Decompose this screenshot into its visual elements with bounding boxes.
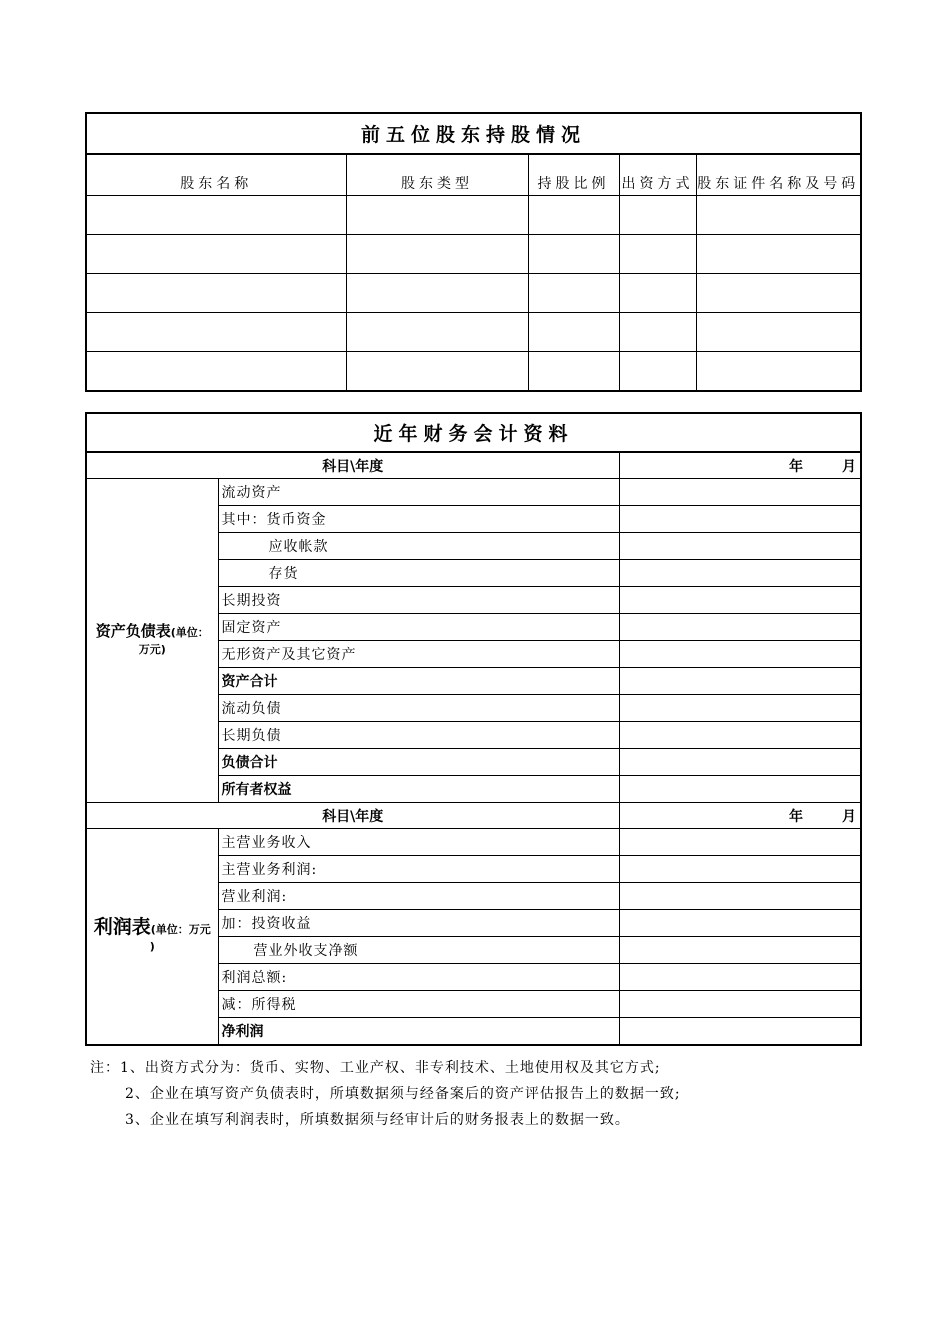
- subject-year-header-2: 科目\年度: [86, 803, 619, 829]
- table-row: [86, 235, 861, 274]
- shareholders-title: 前五位股东持股情况: [86, 113, 861, 154]
- shareholder-type-cell[interactable]: [346, 274, 528, 313]
- balance-sheet-label: [86, 479, 218, 803]
- id-document-cell[interactable]: [696, 352, 861, 392]
- value-cell[interactable]: [619, 641, 861, 668]
- value-cell[interactable]: [619, 829, 861, 856]
- item-label: 所有者权益: [218, 776, 619, 803]
- note-3: 3、企业在填写利润表时，所填数据须与经审计后的财务报表上的数据一致。: [125, 1112, 630, 1128]
- balance-sheet-unit: (单位：: [170, 626, 209, 639]
- shareholder-name-cell[interactable]: [86, 235, 346, 274]
- value-cell[interactable]: [619, 910, 861, 937]
- item-label: 无形资产及其它资产: [218, 641, 619, 668]
- share-ratio-cell[interactable]: [528, 313, 619, 352]
- balance-sheet-unit-2: 万元): [138, 643, 166, 656]
- finance-table: [85, 412, 862, 1046]
- contribution-method-cell[interactable]: [619, 274, 696, 313]
- table-row: [86, 196, 861, 235]
- item-label: 营业外收支净额: [218, 937, 619, 964]
- notes: [90, 1055, 681, 1133]
- value-cell[interactable]: [619, 479, 861, 506]
- contribution-method-cell[interactable]: [619, 196, 696, 235]
- shareholder-name-cell[interactable]: [86, 313, 346, 352]
- item-label: 流动资产: [218, 479, 619, 506]
- value-cell[interactable]: [619, 695, 861, 722]
- item-label: 存货: [218, 560, 619, 587]
- shareholder-type-cell[interactable]: [346, 235, 528, 274]
- item-label: 流动负债: [218, 695, 619, 722]
- item-label: 应收帐款: [218, 533, 619, 560]
- value-cell[interactable]: [619, 506, 861, 533]
- value-cell[interactable]: [619, 560, 861, 587]
- value-cell[interactable]: [619, 883, 861, 910]
- item-label: 其中：货币资金: [218, 506, 619, 533]
- subject-year-header: 科目\年度: [86, 452, 619, 479]
- value-cell[interactable]: [619, 749, 861, 776]
- contribution-method-cell[interactable]: [619, 313, 696, 352]
- contribution-method-cell[interactable]: [619, 235, 696, 274]
- value-cell[interactable]: [619, 964, 861, 991]
- item-label: 资产合计: [218, 668, 619, 695]
- value-cell[interactable]: [619, 937, 861, 964]
- table-row: [86, 274, 861, 313]
- id-document-cell[interactable]: [696, 274, 861, 313]
- value-cell[interactable]: [619, 991, 861, 1018]
- id-document-cell[interactable]: [696, 313, 861, 352]
- year-month-header: 年 月: [619, 452, 861, 479]
- header-shareholder-name: 股东名称: [86, 154, 346, 196]
- value-cell[interactable]: [619, 856, 861, 883]
- header-share-ratio: 持股比例: [528, 154, 619, 196]
- header-shareholder-type: 股东类型: [346, 154, 528, 196]
- value-cell[interactable]: [619, 776, 861, 803]
- header-id-document: 股东证件名称及号码: [696, 154, 861, 196]
- share-ratio-cell[interactable]: [528, 196, 619, 235]
- year-month-header-2: 年 月: [619, 803, 861, 829]
- shareholder-type-cell[interactable]: [346, 352, 528, 392]
- note-1: 注：1、出资方式分为：货币、实物、工业产权、非专利技术、土地使用权及其它方式;: [90, 1060, 661, 1076]
- table-row: [86, 313, 861, 352]
- finance-title: 近年财务会计资料: [86, 413, 861, 452]
- item-label: 主营业务利润:: [218, 856, 619, 883]
- table-row: [86, 829, 861, 856]
- item-label: 利润总额:: [218, 964, 619, 991]
- item-label: 长期投资: [218, 587, 619, 614]
- item-label: 主营业务收入: [218, 829, 619, 856]
- value-cell[interactable]: [619, 1018, 861, 1046]
- income-statement-label: [86, 829, 218, 1046]
- table-row: [86, 479, 861, 506]
- balance-sheet-title: 资产负债表: [95, 622, 171, 640]
- income-statement-title: 利润表: [93, 915, 151, 938]
- share-ratio-cell[interactable]: [528, 274, 619, 313]
- item-label: 长期负债: [218, 722, 619, 749]
- note-2: 2、企业在填写资产负债表时，所填数据须与经备案后的资产评估报告上的数据一致;: [125, 1086, 681, 1102]
- item-label: 负债合计: [218, 749, 619, 776]
- income-statement-unit: (单位：万元: [150, 922, 211, 936]
- item-label: 减：所得税: [218, 991, 619, 1018]
- shareholder-name-cell[interactable]: [86, 274, 346, 313]
- table-row: [86, 352, 861, 392]
- contribution-method-cell[interactable]: [619, 352, 696, 392]
- header-contribution-method: 出资方式: [619, 154, 696, 196]
- value-cell[interactable]: [619, 668, 861, 695]
- value-cell[interactable]: [619, 722, 861, 749]
- value-cell[interactable]: [619, 533, 861, 560]
- item-label: 固定资产: [218, 614, 619, 641]
- id-document-cell[interactable]: [696, 196, 861, 235]
- shareholder-type-cell[interactable]: [346, 313, 528, 352]
- value-cell[interactable]: [619, 614, 861, 641]
- shareholder-name-cell[interactable]: [86, 352, 346, 392]
- share-ratio-cell[interactable]: [528, 352, 619, 392]
- shareholders-table: [85, 112, 862, 392]
- item-label: 加：投资收益: [218, 910, 619, 937]
- item-label: 净利润: [218, 1018, 619, 1046]
- shareholder-type-cell[interactable]: [346, 196, 528, 235]
- item-label: 营业利润:: [218, 883, 619, 910]
- value-cell[interactable]: [619, 587, 861, 614]
- income-statement-unit-2: ): [149, 939, 155, 953]
- shareholder-name-cell[interactable]: [86, 196, 346, 235]
- id-document-cell[interactable]: [696, 235, 861, 274]
- share-ratio-cell[interactable]: [528, 235, 619, 274]
